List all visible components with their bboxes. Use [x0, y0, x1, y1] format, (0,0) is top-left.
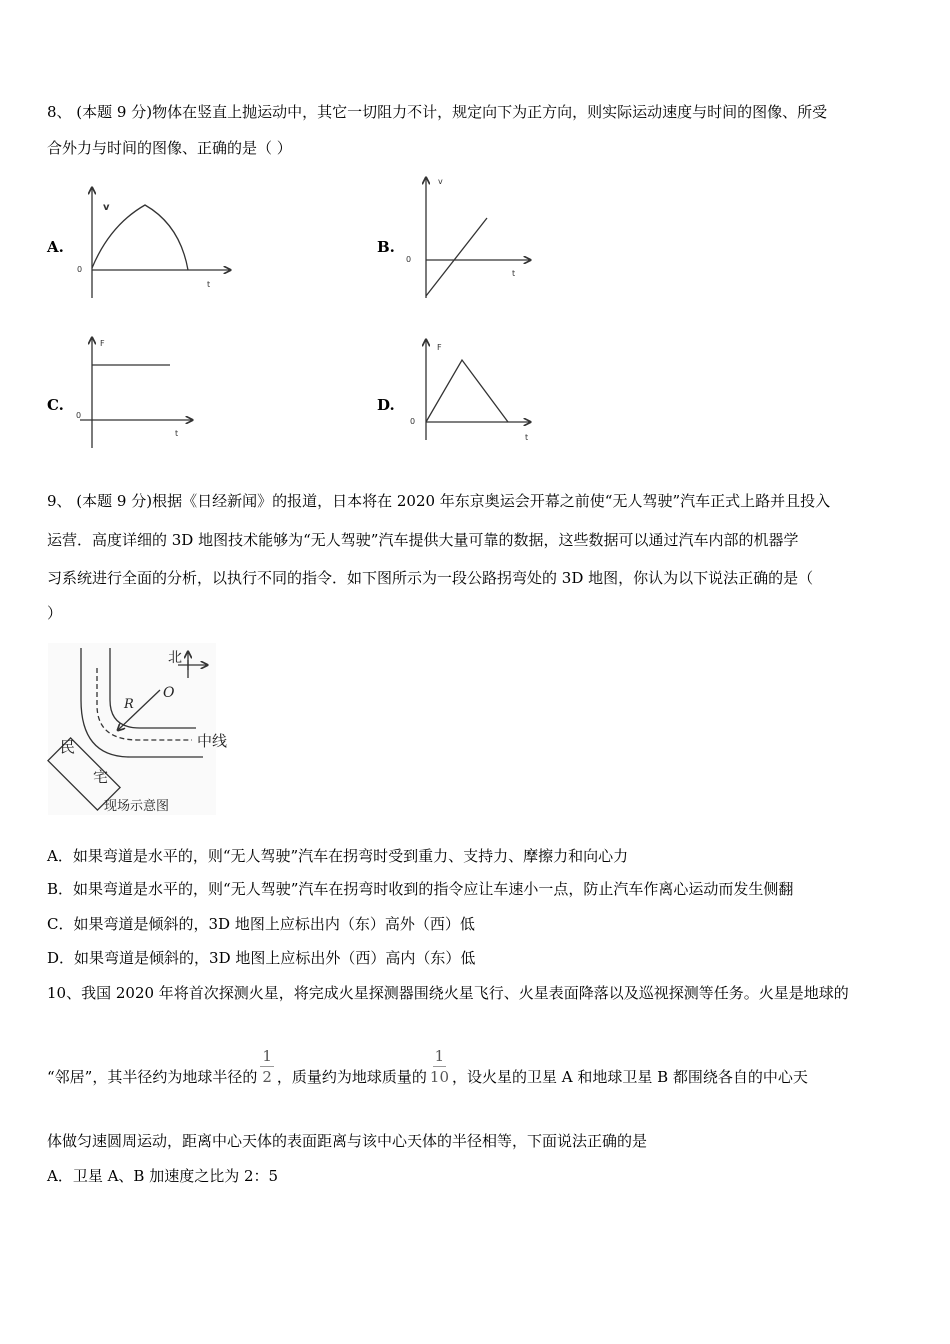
q10-line2-part-a: “邻居”，其半径约为地球半径的 [47, 1068, 258, 1086]
graph-b-y-label: v [438, 177, 443, 186]
q8-option-b-label: B. [377, 238, 395, 256]
q10-option-a: A．卫星 A、B 加速度之比为 2：5 [47, 1167, 279, 1185]
q9-text-line3: 习系统进行全面的分析，以执行不同的指令．如下图所示为一段公路拐弯处的 3D 地图，你认为以下说法正确的是（ [47, 569, 814, 587]
graph-a-origin: 0 [77, 265, 83, 274]
graph-a [77, 188, 230, 298]
fraction-numerator: 1 [262, 1047, 272, 1065]
graph-b-origin: 0 [406, 255, 412, 264]
fraction-one-half [260, 1046, 274, 1087]
house-label-1: 民 [60, 738, 76, 756]
graph-b [406, 177, 530, 298]
north-label: 北 [168, 650, 182, 666]
q9-text-line4: ） [47, 604, 63, 622]
q10-text-line3: 体做匀速圆周运动，距离中心天体的表面距离与该中心天体的半径相等，下面说法正确的是 [47, 1132, 648, 1150]
q8-text-line2: 合外力与时间的图像、正确的是（ ） [47, 139, 292, 157]
fraction-denominator: 2 [262, 1068, 272, 1086]
q8-option-d-label: D. [377, 396, 395, 414]
graph-d-origin: 0 [410, 417, 416, 426]
graph-d-x-label: t [525, 433, 529, 442]
road-curve-figure [48, 643, 227, 815]
q10-line2-part-b: ，质量约为地球质量的 [276, 1068, 427, 1086]
center-label: O [163, 685, 175, 701]
graph-c-x-label: t [175, 429, 179, 438]
q10-text-line2 [47, 1046, 808, 1087]
q9-option-b: B．如果弯道是水平的，则“无人驾驶”汽车在拐弯时收到的指令应让车速小一点，防止汽车作离心运动而发生侧翻 [47, 880, 794, 898]
q8-option-c-label: C. [47, 396, 64, 414]
q8-option-a-label: A. [47, 238, 64, 256]
graph-a-x-label: t [207, 280, 211, 289]
graph-d-y-label: F [437, 343, 442, 352]
q9-option-d: D．如果弯道是倾斜的，3D 地图上应标出外（西）高内（东）低 [47, 949, 476, 967]
q10-text-line1: 10、我国 2020 年将首次探测火星，将完成火星探测器围绕火星飞行、火星表面降落以及巡视探测等任务。火星是地球的 [47, 984, 849, 1002]
graph-c [76, 338, 192, 448]
q8-text-line1: 8、 (本题 9 分)物体在竖直上抛运动中，其它一切阻力不计，规定向下为正方向，则实际运动速度与时间的图像、所受 [47, 103, 828, 121]
graph-a-y-label: v [103, 202, 110, 213]
midline-label: 中线 [197, 732, 228, 750]
q9-text-line2: 运营．高度详细的 3D 地图技术能够为“无人驾驶”汽车提供大量可靠的数据，这些数据可以通过汽车内部的机器学 [47, 531, 799, 549]
q9-text-line1: 9、 (本题 9 分)根据《日经新闻》的报道，日本将在 2020 年东京奥运会开幕之前使“无人驾驶”汽车正式上路并且投入 [47, 492, 831, 510]
q9-option-a: A．如果弯道是水平的，则“无人驾驶”汽车在拐弯时受到重力、支持力、摩擦力和向心力 [47, 847, 629, 865]
fraction-numerator: 1 [434, 1047, 445, 1065]
q9-option-c: C．如果弯道是倾斜的，3D 地图上应标出内（东）高外（西）低 [47, 915, 475, 933]
graph-c-origin: 0 [76, 411, 82, 420]
figure-caption: 现场示意图 [104, 799, 170, 814]
fraction-denominator: 10 [429, 1068, 449, 1086]
radius-label: R [124, 697, 134, 712]
house-label-2: 宅 [93, 768, 109, 786]
graph-b-x-label: t [512, 269, 516, 278]
q10-line2-part-c: ，设火星的卫星 A 和地球卫星 B 都围绕各自的中心天 [452, 1068, 808, 1086]
graph-c-y-label: F [100, 339, 105, 348]
graph-d [410, 340, 530, 442]
fraction-one-tenth [430, 1046, 449, 1087]
